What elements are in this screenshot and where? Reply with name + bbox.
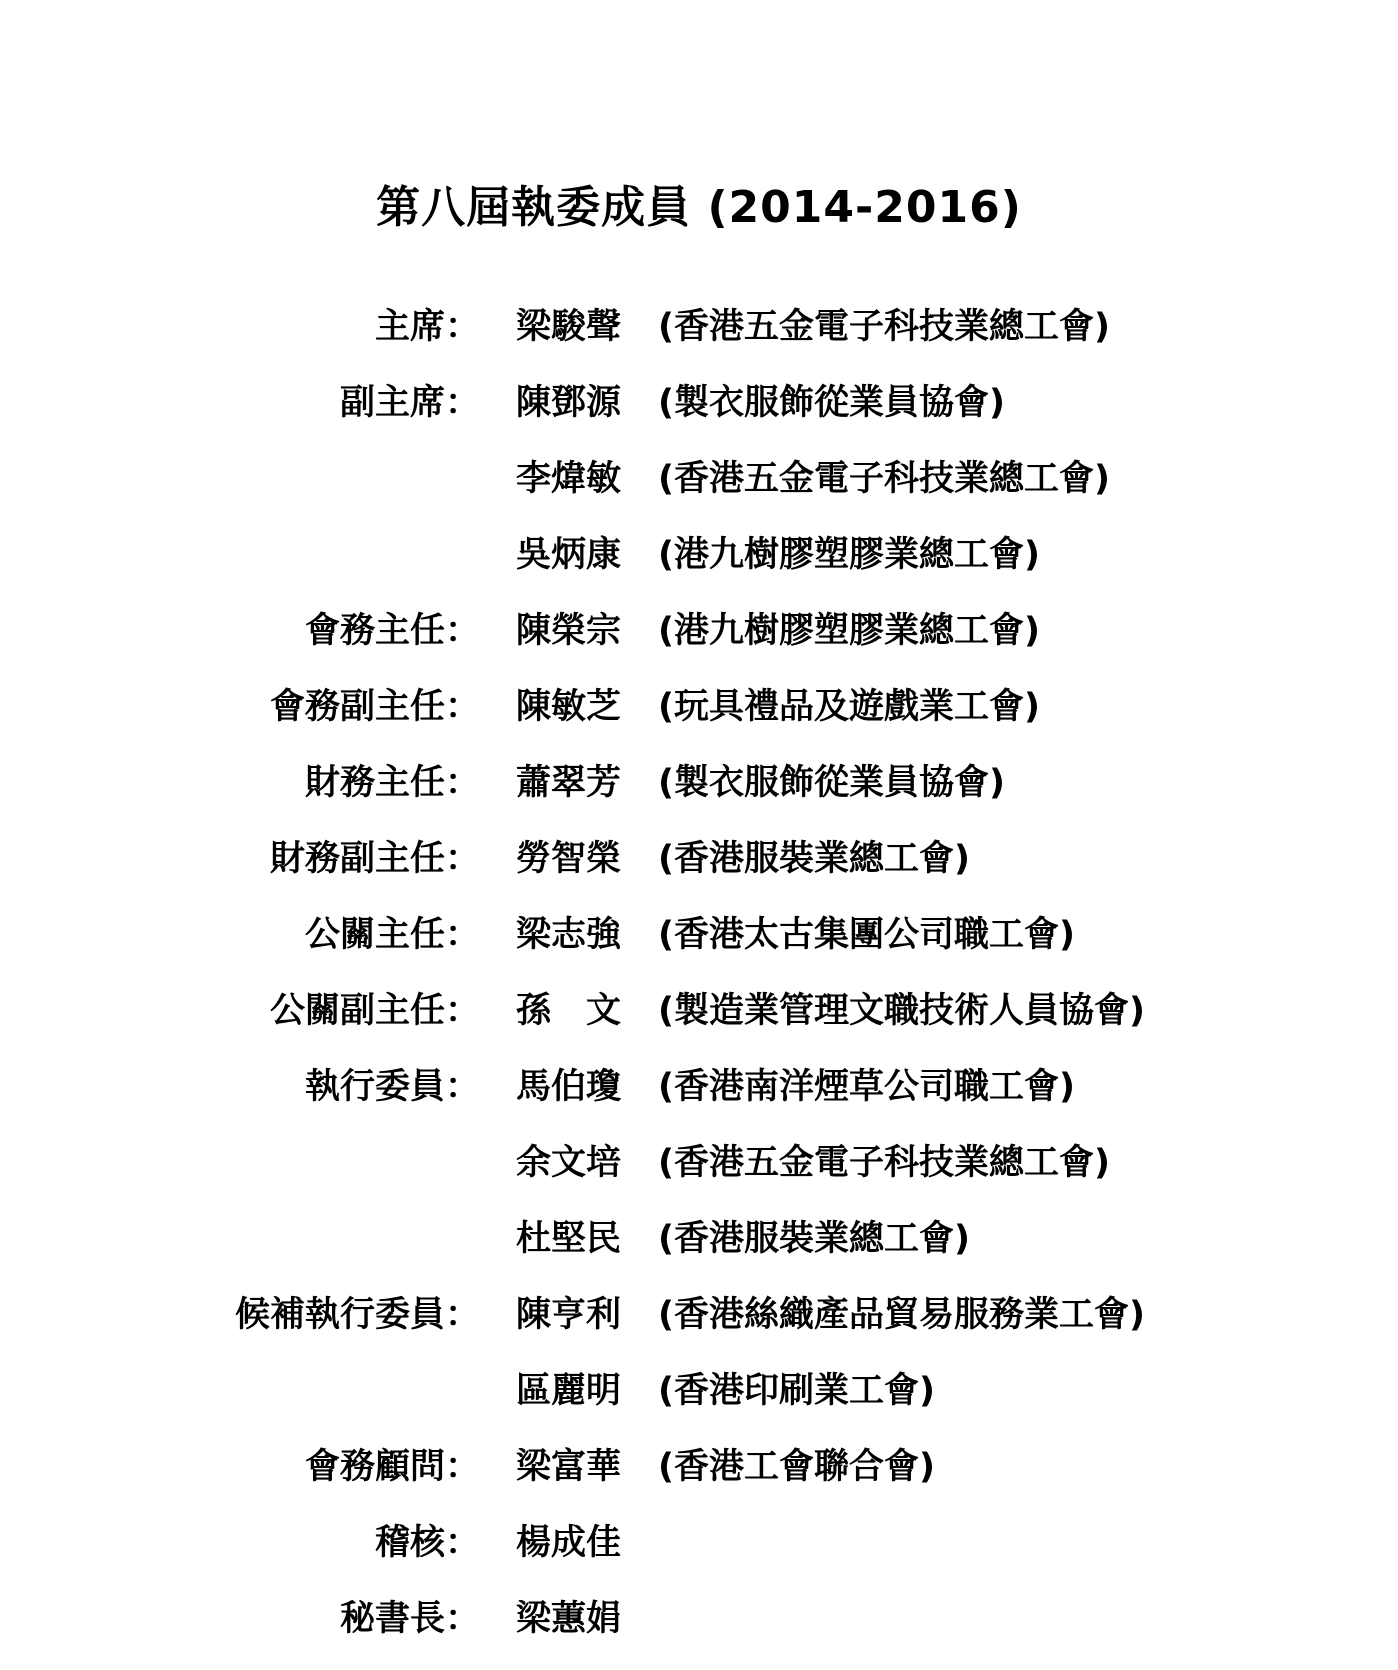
- roster-row: [0, 682, 1398, 758]
- roster-row: [0, 378, 1398, 454]
- member-organization: (香港南洋煙草公司職工會): [658, 1067, 1075, 1107]
- role-label: 執行委員：: [304, 1067, 480, 1107]
- member-name: 杜堅民: [516, 1219, 622, 1259]
- member-name: 陳榮宗: [516, 611, 622, 651]
- role-label: 主席：: [374, 307, 480, 347]
- role-label: 會務顧問：: [304, 1447, 480, 1487]
- member-organization: (香港服裝業總工會): [658, 839, 970, 879]
- role-label: 財務副主任：: [269, 839, 480, 879]
- member-name: 吳炳康: [516, 535, 622, 575]
- member-name: 梁蕙娟: [516, 1599, 622, 1639]
- member-organization: (港九樹膠塑膠業總工會): [658, 535, 1040, 575]
- member-name: 梁志強: [516, 915, 622, 955]
- role-label: 會務主任：: [304, 611, 480, 651]
- member-name: 馬伯瓊: [516, 1067, 622, 1107]
- role-label: 副主席：: [339, 383, 480, 423]
- member-organization: (香港服裝業總工會): [658, 1219, 970, 1259]
- member-name: 蕭翠芳: [516, 763, 622, 803]
- member-organization: (製造業管理文職技術人員協會): [658, 991, 1145, 1031]
- role-label: 稽核：: [374, 1523, 480, 1563]
- member-name: 陳亨利: [516, 1295, 622, 1335]
- member-organization: (香港太古集團公司職工會): [658, 915, 1075, 955]
- roster-row: [0, 1214, 1398, 1290]
- member-name: 區麗明: [516, 1371, 622, 1411]
- member-organization: (製衣服飾從業員協會): [658, 383, 1005, 423]
- roster-row: [0, 758, 1398, 834]
- roster-row: [0, 1366, 1398, 1442]
- member-name: 梁富華: [516, 1447, 622, 1487]
- member-name: 陳敏芝: [516, 687, 622, 727]
- member-name: 孫 文: [516, 991, 622, 1031]
- roster-row: [0, 834, 1398, 910]
- roster-row: [0, 302, 1398, 378]
- member-organization: (香港絲織產品貿易服務業工會): [658, 1295, 1145, 1335]
- role-label: 財務主任：: [304, 763, 480, 803]
- member-organization: (香港五金電子科技業總工會): [658, 459, 1110, 499]
- member-name: 李煒敏: [516, 459, 622, 499]
- roster-row: [0, 606, 1398, 682]
- member-organization: (港九樹膠塑膠業總工會): [658, 611, 1040, 651]
- roster-row: [0, 530, 1398, 606]
- member-name: 楊成佳: [516, 1523, 622, 1563]
- member-name: 梁駿聲: [516, 307, 622, 347]
- role-label: 公關副主任：: [269, 991, 480, 1031]
- member-organization: (玩具禮品及遊戲業工會): [658, 687, 1040, 727]
- roster-row: [0, 910, 1398, 986]
- roster-row: [0, 1062, 1398, 1138]
- roster-row: [0, 1290, 1398, 1366]
- member-name: 陳鄧源: [516, 383, 622, 423]
- member-organization: (香港五金電子科技業總工會): [658, 1143, 1110, 1183]
- roster-row: [0, 1442, 1398, 1518]
- roster-row: [0, 1518, 1398, 1594]
- member-organization: (香港印刷業工會): [658, 1371, 935, 1411]
- member-name: 勞智榮: [516, 839, 622, 879]
- member-name: 余文培: [516, 1143, 622, 1183]
- role-label: 候補執行委員：: [234, 1295, 480, 1335]
- committee-roster: [0, 302, 1398, 1670]
- member-organization: (製衣服飾從業員協會): [658, 763, 1005, 803]
- role-label: 秘書長：: [339, 1599, 480, 1639]
- member-organization: (香港工會聯合會): [658, 1447, 935, 1487]
- roster-row: [0, 1594, 1398, 1670]
- roster-row: [0, 454, 1398, 530]
- roster-row: [0, 1138, 1398, 1214]
- role-label: 公關主任：: [304, 915, 480, 955]
- member-organization: (香港五金電子科技業總工會): [658, 307, 1110, 347]
- roster-row: [0, 986, 1398, 1062]
- role-label: 會務副主任：: [269, 687, 480, 727]
- page-title: 第八屆執委成員 (2014-2016): [376, 182, 1022, 233]
